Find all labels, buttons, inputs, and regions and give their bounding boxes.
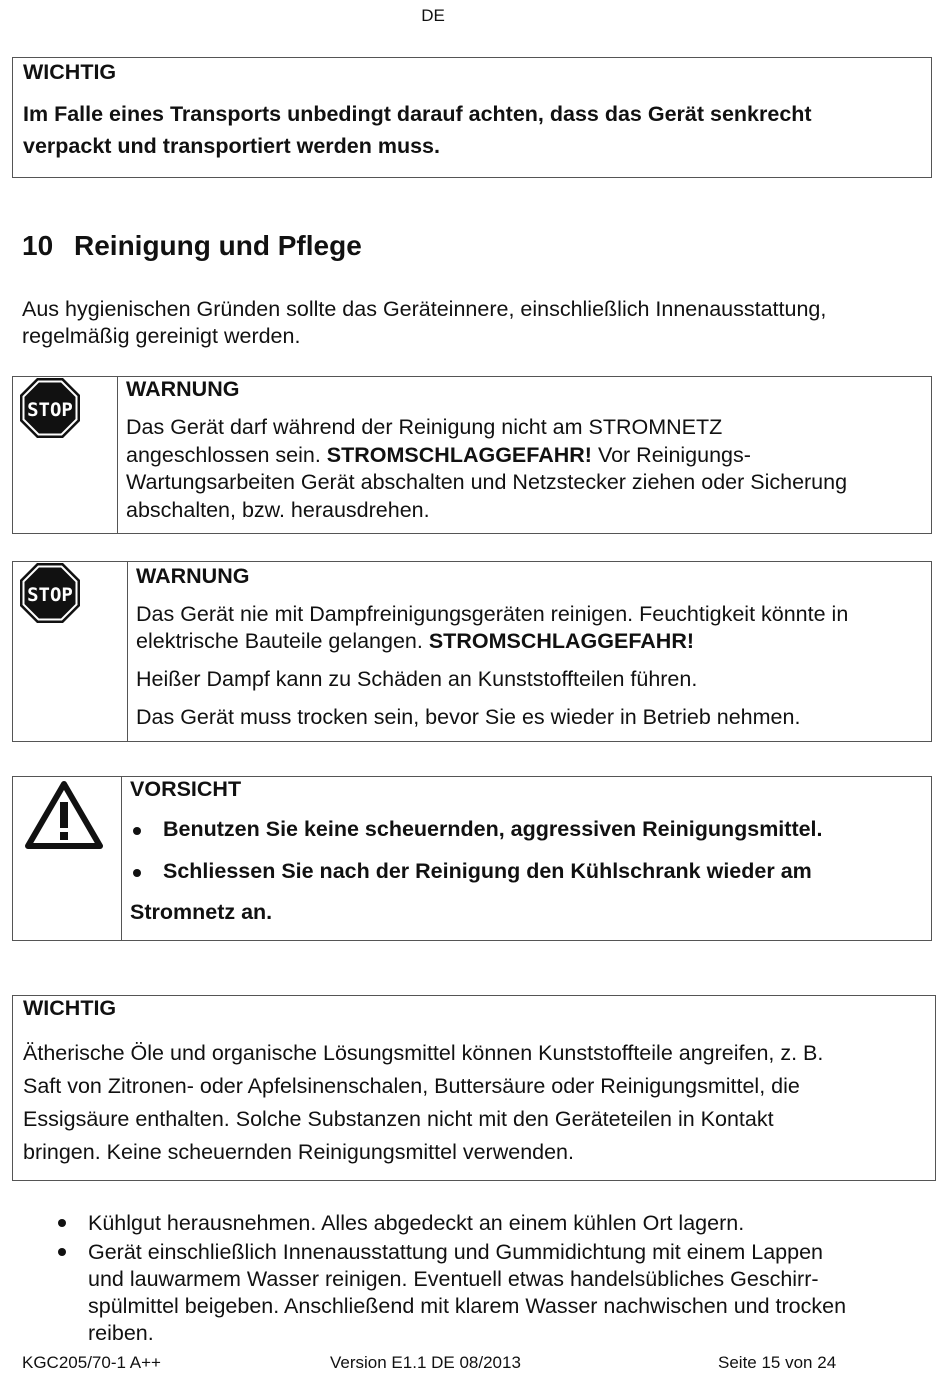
warning-box-steam — [12, 561, 932, 742]
list-item-continued: spülmittel beigeben. Anschließend mit klarem Wasser nachwischen und trocken — [88, 1294, 847, 1318]
stop-sign-icon — [19, 377, 81, 439]
footer-page-number: Seite 15 von 24 — [718, 1353, 837, 1372]
bullet-dot — [133, 869, 141, 877]
section-number: 10 — [22, 230, 54, 261]
list-item-continued: reiben. — [88, 1321, 154, 1345]
intro-line: regelmäßig gereinigt werden. — [22, 324, 301, 348]
list-item-continued: und lauwarmem Wasser reinigen. Eventuell etwas handelsübliches Geschirr- — [88, 1267, 819, 1291]
intro-line: Aus hygienischen Gründen sollte das Geräteinnere, einschließlich Innenausstattung, — [22, 297, 827, 321]
footer-model: KGC205/70-1 A++ — [22, 1353, 161, 1372]
important-box-transport — [12, 57, 932, 178]
warning-text-line: Heißer Dampf kann zu Schäden an Kunststoffteilen führen. — [136, 667, 698, 691]
important-text-line: Im Falle eines Transports unbedingt darauf achten, dass das Gerät senkrecht — [23, 102, 812, 126]
list-item: Gerät einschließlich Innenausstattung und Gummidichtung mit einem Lappen — [88, 1240, 823, 1264]
shock-hazard-label: STROMSCHLAGGEFAHR! — [326, 443, 592, 467]
warning-text-line: angeschlossen sein. STROMSCHLAGGEFAHR! Vor Reinigungs- — [126, 443, 751, 467]
bullet-dot — [133, 827, 141, 835]
warning-text-line: Das Gerät darf während der Reinigung nicht am STROMNETZ — [126, 415, 723, 439]
bullet-dot — [58, 1219, 66, 1227]
warning-text-line: elektrische Bauteile gelangen. STROMSCHLAGGEFAHR! — [136, 629, 695, 653]
caution-bullet: Schliessen Sie nach der Reinigung den Kühlschrank wieder am — [163, 859, 812, 883]
important-text-line: verpackt und transportiert werden muss. — [23, 134, 440, 158]
list-item: Kühlgut herausnehmen. Alles abgedeckt an einem kühlen Ort lagern. — [88, 1211, 745, 1235]
footer-version: Version E1.1 DE 08/2013 — [330, 1353, 521, 1372]
warning-title: WARNUNG — [136, 564, 250, 588]
important-text-line: bringen. Keine scheuernden Reinigungsmittel verwenden. — [23, 1140, 574, 1164]
important-text-line: Ätherische Öle und organische Lösungsmittel können Kunststoffteile angreifen, z. B. — [23, 1041, 824, 1065]
caution-bullet: Benutzen Sie keine scheuernden, aggressiven Reinigungsmittel. — [163, 817, 823, 841]
important-box-solvents — [12, 995, 936, 1181]
bullet-dot — [58, 1248, 66, 1256]
warning-title: WARNUNG — [126, 377, 240, 401]
language-label: DE — [421, 6, 445, 25]
caution-title: VORSICHT — [130, 777, 242, 801]
warning-text-line: Das Gerät muss trocken sein, bevor Sie es wieder in Betrieb nehmen. — [136, 705, 801, 729]
warning-box-power — [12, 376, 932, 534]
important-title: WICHTIG — [23, 60, 117, 84]
warning-text-line: abschalten, bzw. herausdrehen. — [126, 498, 430, 522]
shock-hazard-label: STROMSCHLAGGEFAHR! — [428, 629, 695, 653]
caution-box — [12, 776, 932, 941]
stop-sign-icon — [19, 562, 81, 624]
svg-text:STOP: STOP — [27, 584, 73, 606]
important-text-line: Saft von Zitronen- oder Apfelsinenschalen, Buttersäure oder Reinigungsmittel, die — [23, 1074, 800, 1098]
warning-text-line: Wartungsarbeiten Gerät abschalten und Netzstecker ziehen oder Sicherung — [126, 470, 848, 494]
important-text-line: Essigsäure enthalten. Solche Substanzen nicht mit den Geräteteilen in Kontakt — [23, 1107, 774, 1131]
caution-bullet-continued: Stromnetz an. — [130, 900, 273, 924]
warning-text-line: Das Gerät nie mit Dampfreinigungsgeräten reinigen. Feuchtigkeit könnte in — [136, 602, 849, 626]
important-title: WICHTIG — [23, 996, 117, 1020]
warning-triangle-icon — [25, 780, 103, 850]
svg-text:STOP: STOP — [27, 399, 73, 421]
section-title: Reinigung und Pflege — [74, 230, 362, 261]
